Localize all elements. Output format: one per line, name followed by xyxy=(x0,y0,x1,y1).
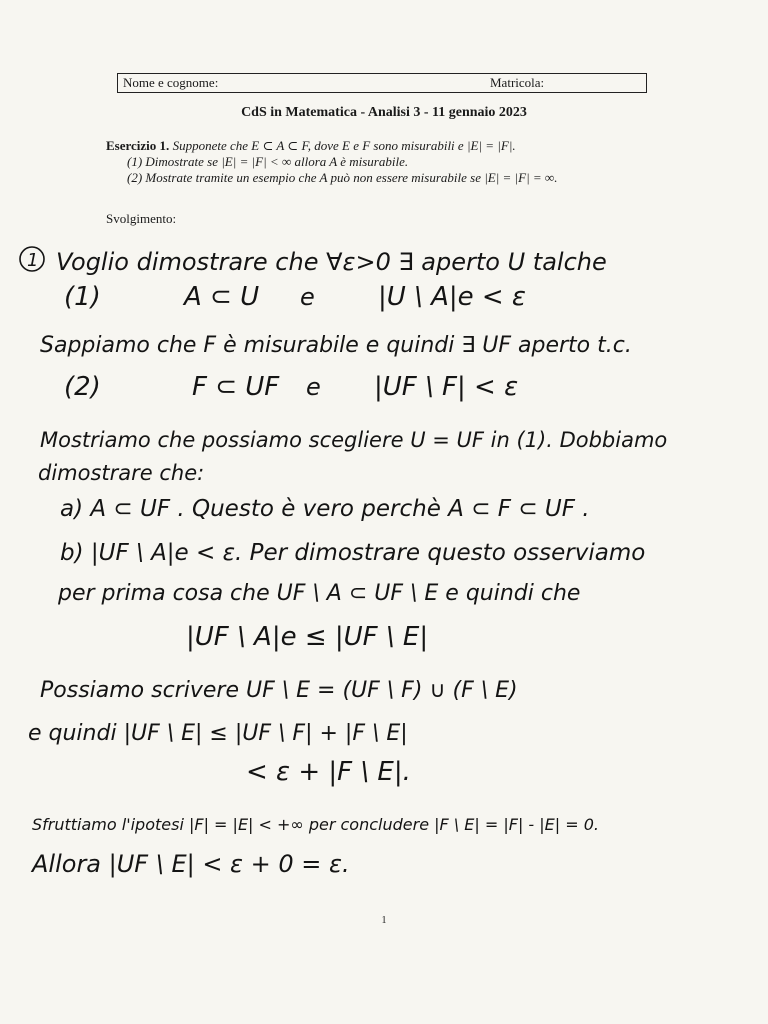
hw-line-4-a: F ⊂ UF xyxy=(192,372,280,402)
exercise-part-1: (1) Dimostrate se |E| = |F| < ∞ allora A è misurabile. xyxy=(127,154,409,169)
svg-text:1: 1 xyxy=(27,250,39,271)
hw-line-12: e quindi |UF \ E| ≤ |UF \ F| + |F \ E| xyxy=(28,721,408,746)
hw-line-8: b) |UF \ A|e < ε. Per dimostrare questo osserviamo xyxy=(60,540,646,566)
hw-line-14: Sfruttiamo l'ipotesi |F| = |E| < +∞ per concludere |F \ E| = |F| - |E| = 0. xyxy=(32,815,600,834)
hw-line-13: < ε + |F \ E|. xyxy=(246,757,411,787)
id-label: Matricola: xyxy=(490,75,545,90)
hw-line-4-tag: (2) xyxy=(64,372,101,402)
hw-line-1: Voglio dimostrare che ∀ε>0 ∃ aperto U talche xyxy=(56,248,607,276)
name-label: Nome e cognome: xyxy=(123,75,219,90)
hw-line-3: Sappiamo che F è misurabile e quindi ∃ UF aperto t.c. xyxy=(40,333,632,358)
hw-line-5: Mostriamo che possiamo scegliere U = UF in (1). Dobbiamo xyxy=(40,428,668,452)
hw-line-2-a: A ⊂ U xyxy=(184,282,260,312)
hw-line-2-tag: (1) xyxy=(64,282,101,312)
hw-line-4-b: e xyxy=(306,373,321,401)
hw-line-10: |UF \ A|e ≤ |UF \ E| xyxy=(186,622,429,652)
hw-line-2-c: |U \ A|e < ε xyxy=(378,282,526,312)
hw-line-9: per prima cosa che UF \ A ⊂ UF \ E e quindi che xyxy=(58,581,581,606)
exercise-label: Esercizio 1. xyxy=(106,138,170,153)
hw-line-2-b: e xyxy=(300,283,315,311)
hw-line-15: Allora |UF \ E| < ε + 0 = ε. xyxy=(32,850,350,878)
solution-label: Svolgimento: xyxy=(106,211,177,226)
exercise-part-2: (2) Mostrate tramite un esempio che A può non essere misurabile se |E| = |F| = ∞. xyxy=(127,170,558,185)
course-title: CdS in Matematica - Analisi 3 - 11 gennaio 2023 xyxy=(241,105,527,120)
hw-line-4-c: |UF \ F| < ε xyxy=(374,372,519,402)
exercise-statement: Supponete che E ⊂ A ⊂ F, dove E e F sono misurabili e |E| = |F|. xyxy=(172,138,516,153)
hw-line-6: dimostrare che: xyxy=(38,461,205,485)
hw-line-7: a) A ⊂ UF . Questo è vero perchè A ⊂ F ⊂ UF . xyxy=(60,496,590,522)
hw-line-11: Possiamo scrivere UF \ E = (UF \ F) ∪ (F \ E) xyxy=(40,678,518,703)
page-number: 1 xyxy=(381,915,387,926)
